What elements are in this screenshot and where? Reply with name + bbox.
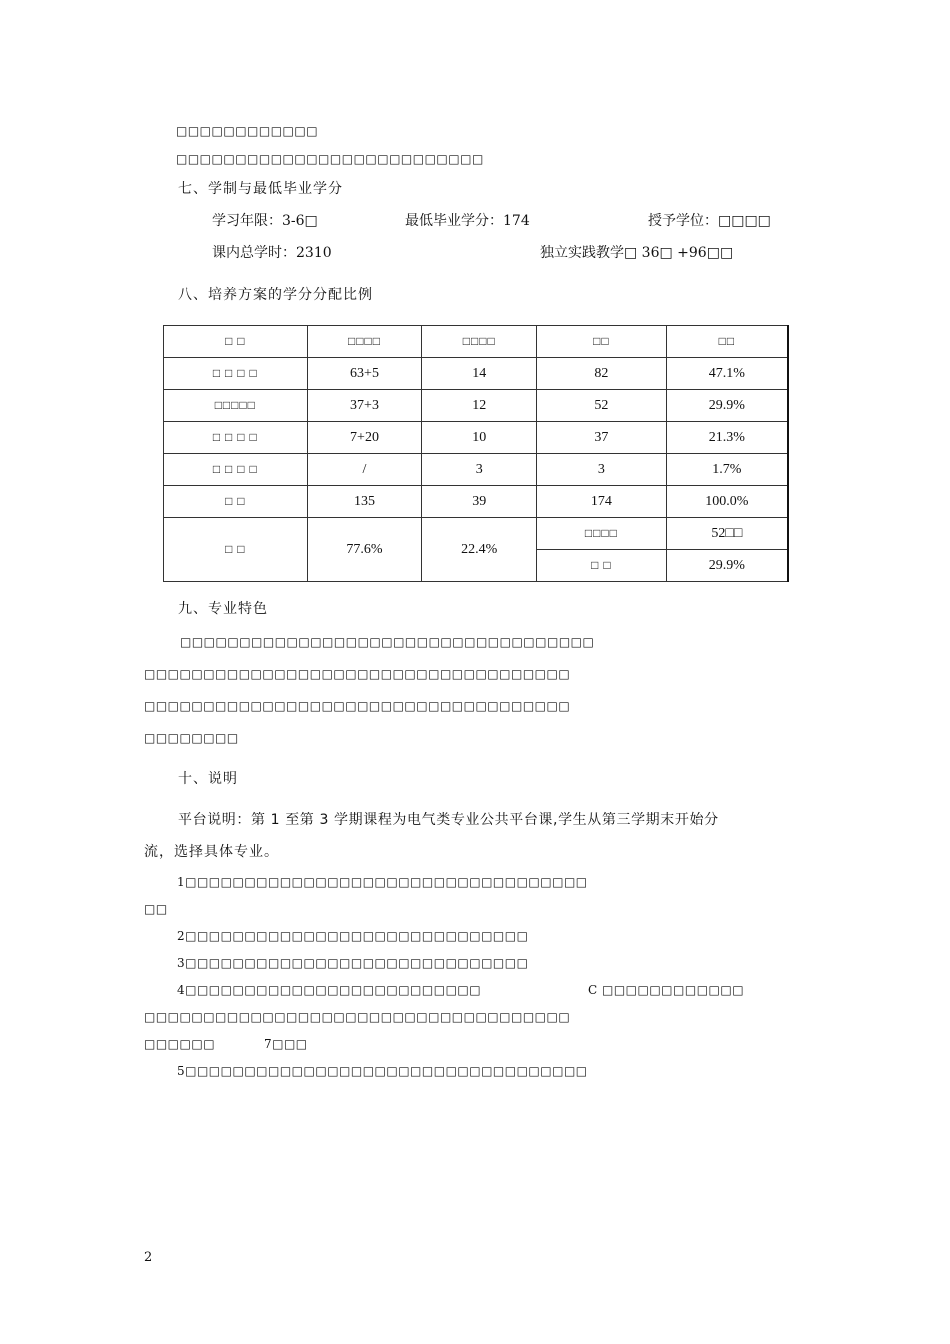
total-hours: 课内总学时：2310	[212, 245, 332, 261]
note-4-line-3-right: 7□□□	[264, 1037, 308, 1051]
table-cell: 135	[307, 486, 422, 518]
table-cell: 1.7%	[666, 454, 788, 486]
table-cell: 12	[422, 390, 537, 422]
feature-line-3: □□□□□□□□□□□□□□□□□□□□□□□□□□□□□□□□□□□□	[144, 699, 571, 713]
row-label: □ □ □ □	[164, 422, 308, 454]
table-header-row	[164, 326, 789, 358]
row-label: □ □ □ □	[164, 358, 308, 390]
platform-note-line-1: 平台说明：第 1 至第 3 学期课程为电气类专业公共平台课,学生从第三学期末开始分	[178, 812, 719, 828]
table-row	[164, 390, 789, 422]
table-cell: 77.6%	[307, 518, 422, 582]
note-4-line-1-right: C □□□□□□□□□□□□	[588, 983, 745, 997]
practice-credits: 独立实践教学□ 36□ +96□□	[540, 245, 734, 261]
page-number: 2	[144, 1250, 153, 1265]
table-cell: 174	[537, 486, 667, 518]
note-5: 5□□□□□□□□□□□□□□□□□□□□□□□□□□□□□□□□□□	[177, 1064, 588, 1078]
table-cell: 3	[537, 454, 667, 486]
section10-title: 十、说明	[178, 771, 238, 787]
min-credits: 最低毕业学分：174	[405, 213, 530, 229]
table-cell: 82	[537, 358, 667, 390]
table-cell: /	[307, 454, 422, 486]
section9-title: 九、专业特色	[178, 601, 268, 617]
feature-line-1: □□□□□□□□□□□□□□□□□□□□□□□□□□□□□□□□□□□	[180, 635, 595, 649]
header-col4: □□	[666, 326, 788, 358]
table-cell: 7+20	[307, 422, 422, 454]
table-row	[164, 422, 789, 454]
table-cell: 52□□	[666, 518, 788, 550]
study-years: 学习年限：3-6□	[212, 213, 318, 229]
table-cell: 10	[422, 422, 537, 454]
note-4-line-2: □□□□□□□□□□□□□□□□□□□□□□□□□□□□□□□□□□□□	[144, 1010, 571, 1024]
header-col3: □□	[537, 326, 667, 358]
row-label: □ □	[164, 486, 308, 518]
table-row	[164, 518, 789, 550]
table-row	[164, 358, 789, 390]
credit-allocation-table	[163, 325, 789, 582]
table-row	[164, 454, 789, 486]
table-cell: 3	[422, 454, 537, 486]
section7-title: 七、学制与最低毕业学分	[178, 181, 343, 197]
row-label: □ □ □ □	[164, 454, 308, 486]
feature-line-4: □□□□□□□□	[144, 731, 239, 745]
note-3: 3□□□□□□□□□□□□□□□□□□□□□□□□□□□□□	[177, 956, 529, 970]
table-cell: 29.9%	[666, 390, 788, 422]
feature-line-2: □□□□□□□□□□□□□□□□□□□□□□□□□□□□□□□□□□□□	[144, 667, 571, 681]
table-cell: 21.3%	[666, 422, 788, 454]
table-cell: 14	[422, 358, 537, 390]
table-cell: 39	[422, 486, 537, 518]
note-2: 2□□□□□□□□□□□□□□□□□□□□□□□□□□□□□	[177, 929, 529, 943]
table-row	[164, 486, 789, 518]
note-1-line-1: 1□□□□□□□□□□□□□□□□□□□□□□□□□□□□□□□□□□	[177, 875, 588, 889]
note-4-line-1: 4□□□□□□□□□□□□□□□□□□□□□□□□□	[177, 983, 482, 997]
header-category: □ □	[164, 326, 308, 358]
top-line-1: □□□□□□□□□□□□	[176, 124, 319, 138]
row-label: □ □	[164, 518, 308, 582]
section8-title: 八、培养方案的学分分配比例	[178, 287, 373, 303]
table-cell: 63+5	[307, 358, 422, 390]
table-cell: 37	[537, 422, 667, 454]
table-cell: 29.9%	[666, 550, 788, 582]
table-cell: 37+3	[307, 390, 422, 422]
top-line-2: □□□□□□□□□□□□□□□□□□□□□□□□□□	[176, 152, 484, 166]
table-cell: 52	[537, 390, 667, 422]
row-label: □□□□□	[164, 390, 308, 422]
table-cell: □ □	[537, 550, 667, 582]
table-cell: 100.0%	[666, 486, 788, 518]
platform-note-line-2: 流，选择具体专业。	[144, 844, 279, 860]
table-cell: 22.4%	[422, 518, 537, 582]
header-col2: □□□□	[422, 326, 537, 358]
note-1-line-2: □□	[144, 902, 168, 916]
table-cell: 47.1%	[666, 358, 788, 390]
header-col1: □□□□	[307, 326, 422, 358]
note-4-line-3: □□□□□□	[144, 1037, 216, 1051]
degree: 授予学位：□□□□	[648, 213, 771, 229]
table-cell: □□□□	[537, 518, 667, 550]
